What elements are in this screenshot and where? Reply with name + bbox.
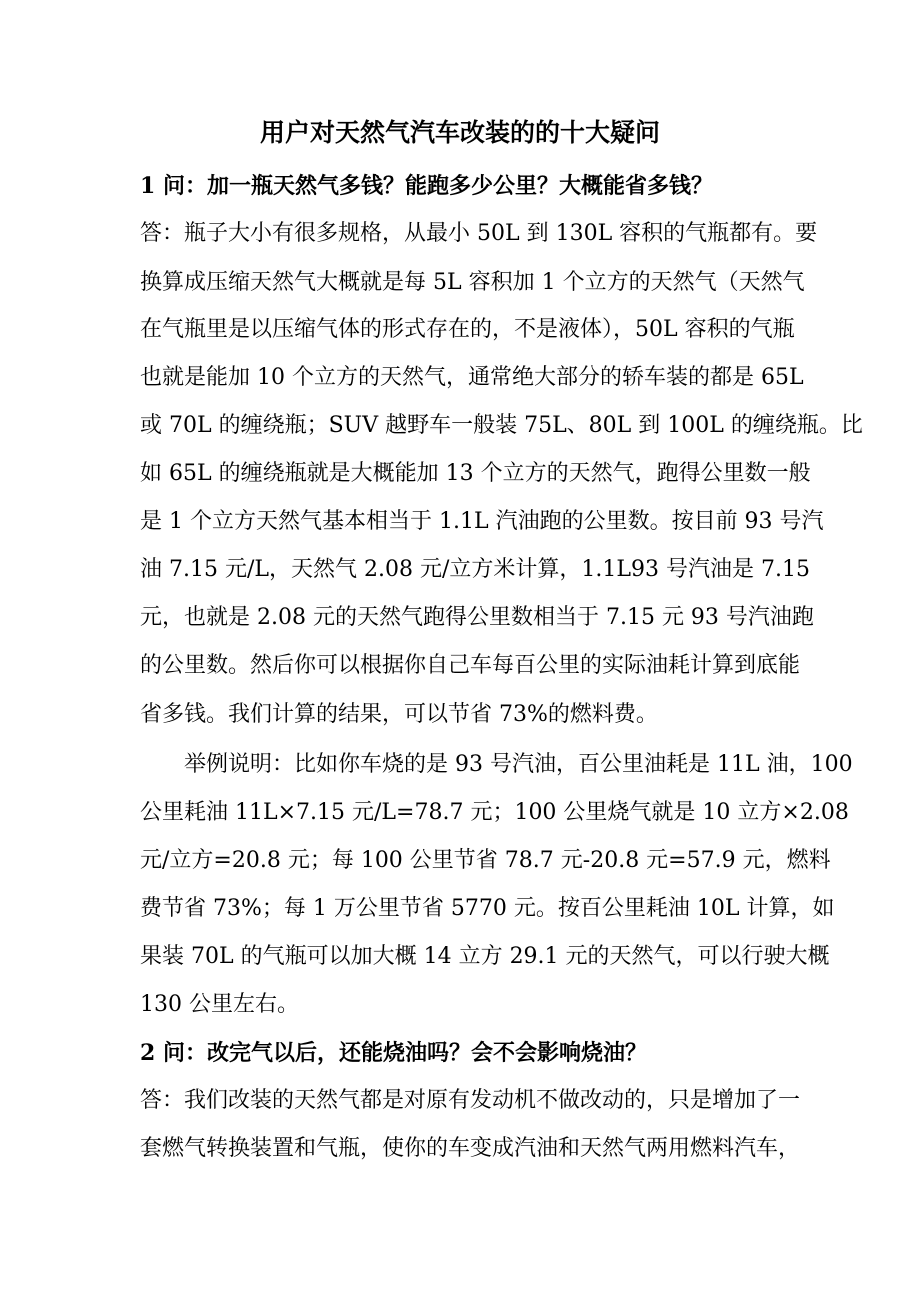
answer-1-line: 油 7.15 元/L，天然气 2.08 元/立方米计算，1.1L93 号汽油是 7.15	[140, 557, 810, 582]
answer-1-line: 元，也就是 2.08 元的天然气跑得公里数相当于 7.15 元 93 号汽油跑	[140, 605, 814, 630]
document-title: 用户对天然气汽车改装的的十大疑问	[259, 118, 660, 147]
answer-1-line: 的公里数。然后你可以根据你自己车每百公里的实际油耗计算到底能	[140, 653, 801, 678]
answer-1-line: 如 65L 的缠绕瓶就是大概能加 13 个立方的天然气，跑得公里数一般	[140, 461, 811, 486]
answer-1-line: 省多钱。我们计算的结果，可以节省 73%的燃料费。	[140, 702, 658, 727]
example-line: 果装 70L 的气瓶可以加大概 14 立方 29.1 元的天然气，可以行驶大概	[140, 944, 830, 969]
question-2: 2 问：改完气以后，还能烧油吗？会不会影响烧油？	[140, 1040, 647, 1066]
answer-1-line: 也就是能加 10 个立方的天然气，通常绝大部分的轿车装的都是 65L	[140, 365, 804, 390]
answer-2-line: 答：我们改装的天然气都是对原有发动机不做改动的，只是增加了一	[140, 1088, 801, 1113]
example-line: 举例说明：比如你车烧的是 93 号汽油，百公里油耗是 11L 油，100	[184, 752, 853, 777]
example-line: 公里耗油 11L×7.15 元/L=78.7 元；100 公里烧气就是 10 立方×2.08	[140, 800, 849, 825]
answer-1-line: 是 1 个立方天然气基本相当于 1.1L 汽油跑的公里数。按目前 93 号汽	[140, 509, 824, 534]
answer-1-line: 在气瓶里是以压缩气体的形式存在的，不是液体），50L 容积的气瓶	[140, 317, 795, 342]
answer-1-line: 或 70L 的缠绕瓶；SUV 越野车一般装 75L、80L 到 100L 的缠绕瓶。比	[140, 413, 863, 438]
answer-1-line: 换算成压缩天然气大概就是每 5L 容积加 1 个立方的天然气（天然气	[140, 270, 805, 295]
answer-1-line: 答：瓶子大小有很多规格，从最小 50L 到 130L 容积的气瓶都有。要	[140, 221, 818, 246]
example-line: 元/立方=20.8 元；每 100 公里节省 78.7 元-20.8 元=57.9 元，燃料	[140, 848, 831, 873]
answer-2-line: 套燃气转换装置和气瓶，使你的车变成汽油和天然气两用燃料汽车，	[140, 1136, 801, 1161]
question-1: 1 问：加一瓶天然气多钱？能跑多少公里？大概能省多钱？	[140, 173, 713, 199]
example-line: 费节省 73%；每 1 万公里节省 5770 元。按百公里耗油 10L 计算，如	[140, 896, 835, 921]
example-line: 130 公里左右。	[140, 992, 299, 1017]
